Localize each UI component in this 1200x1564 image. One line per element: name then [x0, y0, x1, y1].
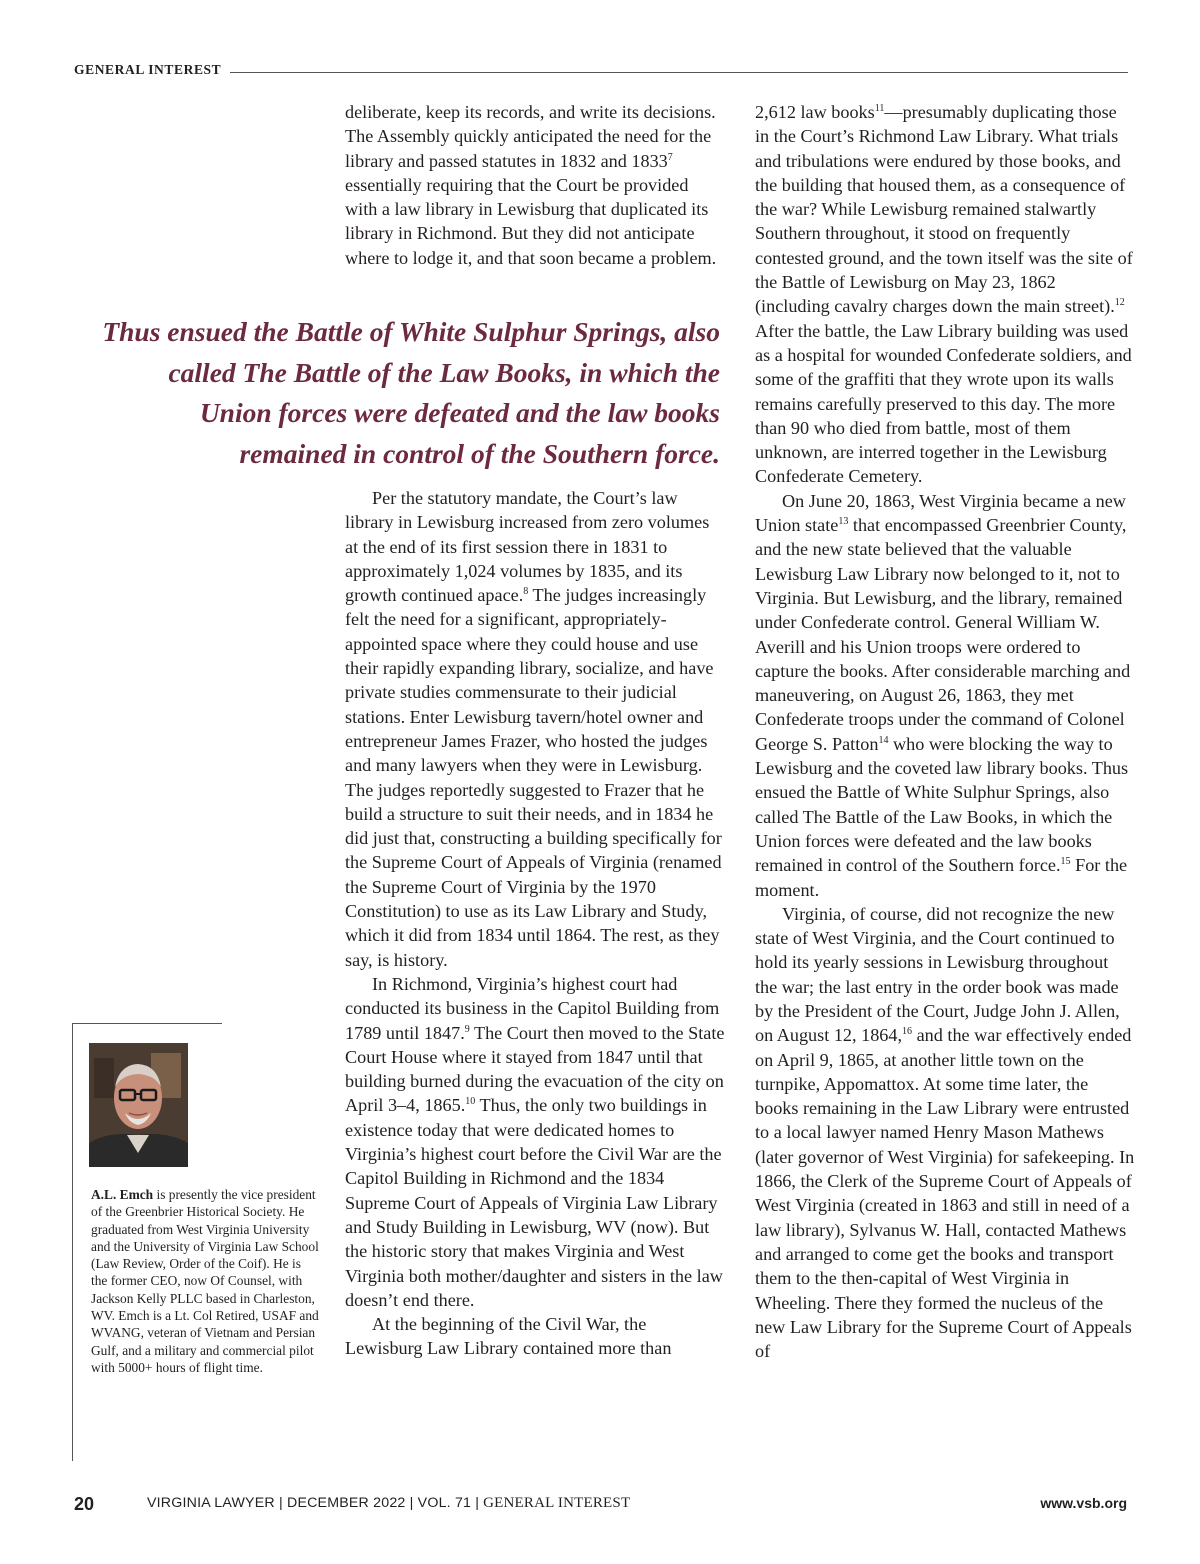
- paragraph-text: essentially requiring that the Court be provided with a law library in Lewisburg that duplicated its library in Richmond. But they did not anticipate where to lodge it, and that soon became a problem.: [345, 174, 717, 268]
- bio-rule-left: [72, 1023, 73, 1461]
- footnote-marker: 14: [878, 734, 889, 746]
- author-bio-text: is presently the vice president of the Greenbrier Historical Society. He graduated from West Virginia University and the University of Virginia Law School (Law Review, Order of the Coif). He is the former CEO, now Of Counsel, with Jackson Kelly PLLC based in Charleston, WV. Emch is a Lt. Col Retired, USAF and WVANG, veteran of Vietnam and Persian Gulf, and a military and commercial pilot with 5000+ hours of flight time.: [91, 1187, 319, 1375]
- column-b-main: [345, 486, 725, 1361]
- paragraph: [755, 100, 1135, 489]
- footnote-marker: 10: [465, 1096, 476, 1108]
- paragraph-text: Thus, the only two buildings in existence today that were dedicated homes to Virginia’s highest court before the Civil War are the Capitol Building in Richmond and the 1834 Supreme Court of Appeals of Virginia Law Library and Study Building in Lewisburg, WV (now). But the historic story that makes Virginia and West Virginia both mother/daughter and sisters in the law doesn’t end there.: [345, 1095, 723, 1310]
- footnote-marker: 12: [1114, 297, 1125, 309]
- author-portrait-icon: [89, 1043, 188, 1167]
- paragraph-text: The judges increasingly felt the need for a significant, appropriately-appointed space where they could house and use their rapidly expanding library, socialize, and have private studies commensurate to their judicial stations. Enter Lewisburg tavern/hotel owner and entrepreneur James Frazer, who hosted the judges and many lawyers when they were in Lewisburg. The judges reportedly suggested to Frazer that he build a structure to suit their needs, and in 1834 he did just that, constructing a building specifically for the Supreme Court of Appeals of Virginia (renamed the Supreme Court of Virginia by the 1970 Constitution) to use as its Law Library and Study, which it did from 1834 until 1864. The rest, as they say, is history.: [345, 585, 722, 970]
- page-number: 20: [74, 1494, 95, 1514]
- author-bio: [91, 1186, 319, 1376]
- footer-section: GENERAL INTEREST: [479, 1495, 631, 1511]
- paragraph-text: In Richmond, Virginia’s highest court had conducted its business in the Capitol Building from 1789 until 1847.: [345, 973, 720, 1043]
- pull-quote: Thus ensued the Battle of White Sulphur Springs, also called The Battle of the Law Books, in which the Union forces were defeated and the law books remained in control of the Southern force.: [102, 316, 720, 469]
- paragraph-text: who were blocking the way to Lewisburg and the coveted law library books. Thus ensued the Battle of White Sulphur Springs, also called The Battle of the Law Books, in which the Union forces were defeated and the law books remained in control of the Southern force.: [755, 733, 1129, 876]
- column-b-top: [345, 100, 725, 270]
- header-rule: [230, 72, 1128, 73]
- footnote-marker: 11: [874, 103, 885, 114]
- paragraph-text: Virginia, of course, did not recognize the new state of West Virginia, and the Court continued to hold its yearly sessions in Lewisburg throughout the war; the last entry in the order book was made by the President of the Court, Judge John J. Allen, on August 12, 1864,: [755, 903, 1120, 1046]
- paragraph-text: For the moment.: [755, 855, 1128, 900]
- footer-journal-label: VIRGINIA LAWYER | DECEMBER 2022 | VOL. 71 |: [147, 1495, 480, 1511]
- paragraph-text: At the beginning of the Civil War, the Lewisburg Law Library contained more than: [345, 1314, 672, 1359]
- footnote-marker: 7: [667, 151, 673, 163]
- paragraph-text: and the war effectively ended on April 9, 1865, at another little town on the turnpike, Appomattox. At some time later, the books remaining in the Law Library were entrusted to a local lawyer named Henry Mason Mathews (later governor of West Virginia) for safekeeping. In 1866, the Clerk of the Supreme Court of Appeals of West Virginia (created in 1863 and still in need of a law library), Sylvanus W. Hall, contacted Mathews and arranged to come get the books and transport them to the then-capital of West Virginia in Wheeling. There they formed the nucleus of the new Law Library for the Supreme Court of Appeals of: [755, 1025, 1135, 1362]
- paragraph-text: On June 20, 1863, West Virginia became a new Union state: [755, 490, 1126, 536]
- paragraph-text: The Court then moved to the State Court House where it stayed from 1847 until that building burned during the evacuation of the city on April 3–4, 1865.: [345, 1022, 725, 1116]
- paragraph: [345, 100, 725, 270]
- section-header: GENERAL INTEREST: [74, 62, 222, 77]
- paragraph-text: Per the statutory mandate, the Court’s law library in Lewisburg increased from zero volumes at the end of its first session there in 1831 to approximately 1,024 volumes by 1835, and its growth continued apace.: [345, 488, 710, 606]
- author-name: A.L. Emch: [91, 1187, 154, 1202]
- paragraph-text: deliberate, keep its records, and write its decisions. The Assembly quickly anticipated the need for the library and passed statutes in 1832 and 1833: [345, 102, 716, 171]
- bio-rule-top: [72, 1023, 222, 1024]
- footer-url[interactable]: www.vsb.org: [1040, 1495, 1127, 1511]
- footnote-marker: 8: [523, 586, 529, 598]
- paragraph: [345, 1312, 725, 1361]
- paragraph-text: 2,612 law books: [755, 102, 875, 122]
- paragraph-text: that encompassed Greenbrier County, and the new state believed that the valuable Lewisburg Law Library now belonged to it, not to Virginia. But Lewisburg, and the library, remained under Confederate control. General William W. Averill and his Union troops were ordered to capture the books. After considerable marching and maneuvering, on August 26, 1863, they met Confederate troops under the command of Colonel George S. Patton: [755, 515, 1131, 754]
- column-c: [755, 100, 1135, 1363]
- footnote-marker: 13: [838, 516, 849, 528]
- paragraph: [345, 972, 725, 1312]
- paragraph-text: After the battle, the Law Library building was used as a hospital for wounded Confederate soldiers, and some of the graffiti that they wrote upon its walls remains carefully preserved to this day. The more than 90 who died from battle, most of them unknown, are interred together in the Lewisburg Confederate Cemetery.: [755, 320, 1132, 487]
- footnote-marker: 16: [902, 1026, 913, 1038]
- footer-journal: [147, 1495, 630, 1512]
- paragraph-text: —presumably duplicating those in the Court’s Richmond Law Library. What trials and tribulations were endured by those books, and the building that housed them, as a consequence of the war? While Lewisburg remained stalwartly Southern throughout, it stood on frequently contested ground, and the town itself was the site of the Battle of Lewisburg on May 23, 1862 (including cavalry charges down the main street).: [755, 102, 1133, 317]
- paragraph: [755, 489, 1135, 902]
- paragraph: [755, 902, 1135, 1364]
- paragraph: [345, 486, 725, 972]
- footnote-marker: 15: [1060, 856, 1071, 868]
- author-photo: [89, 1043, 188, 1167]
- footnote-marker: 9: [464, 1023, 470, 1035]
